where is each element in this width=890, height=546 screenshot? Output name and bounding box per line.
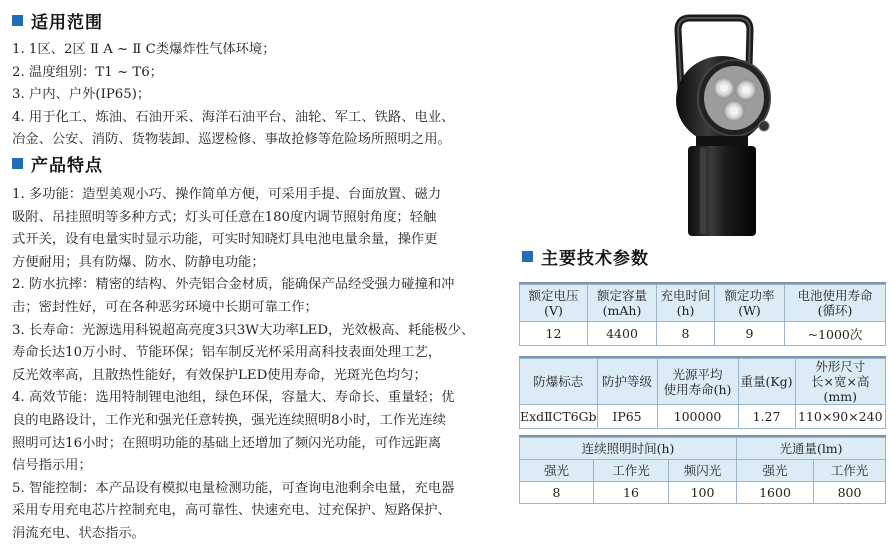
table-header: 额定功率 (W) [715,285,785,322]
table-header: 额定电压 (V) [520,285,588,322]
table-header: 外形尺寸 长×宽×高(mm) [795,359,885,405]
table-cell: 12 [520,322,588,346]
table-header: 电池使用寿命 (循环) [785,285,886,322]
table-header: 强光 [520,460,594,482]
feature-line: 采用专用充电芯片控制充电，高可靠性、快速充电、过充保护、短路保护、 [12,503,451,519]
table-header: 频闪光 [669,460,737,482]
table-header: 光源平均 使用寿命(h) [657,359,738,405]
feature-line: 5. 智能控制：本产品设有模拟电量检测功能，可查询电池剩余电量，充电器 [12,480,455,496]
table-cell: 8 [520,482,594,504]
table-header: 充电时间 (h) [657,285,715,322]
table-cell: 800 [814,482,886,504]
feature-line: 照明可达16小时；在照明功能的基础上还增加了频闪光功能，可作远距离 [12,435,442,451]
table-cell: 1600 [737,482,814,504]
table-cell: 8 [657,322,715,346]
scope-line: 1. 1区、2区 Ⅱ A ~ Ⅱ C类爆炸性气体环境； [12,42,276,57]
feature-line: 涓流充电、状态指示。 [12,525,145,541]
feature-line: 式开关，设有电量实时显示功能，可实时知晓灯具电池电量余量，操作更 [12,232,438,248]
scope-heading [12,8,103,33]
table-row [520,322,886,346]
feature-line: 1. 多功能：造型美观小巧、操作简单方便，可采用手提、台面放置、磁力 [12,187,442,202]
scope-title: 适用范围 [31,13,103,33]
table-row [520,482,886,504]
table-header: 强光 [737,460,814,482]
feature-line: 击；密封性好，可在各种恶劣环境中长期可靠工作； [12,299,318,315]
table-row [520,405,886,429]
feature-line: 方便耐用；具有防爆、防水、防静电功能； [12,254,265,270]
table-header: 防护等级 [597,359,657,405]
features-heading [12,151,103,176]
table-cell: 100 [669,482,737,504]
table-cell: 110×90×240 [795,405,885,429]
table-header: 光通量(lm) [737,438,886,460]
feature-line: 寿命长达10万小时、节能环保；铝车制反光杯采用高科技表面处理工艺， [12,345,442,361]
section-marker-icon [522,251,533,262]
feature-line: 4. 高效节能：选用特制锂电池组，绿色环保，容量大、寿命长、重量轻；优 [12,390,455,406]
feature-line: 信号指示用； [12,458,92,474]
table-cell: 16 [594,482,669,504]
table-header: 连续照明时间(h) [520,438,737,460]
scope-line: 4. 用于化工、炼油、石油开采、海洋石油平台、油轮、军工、铁路、电业、 [12,109,455,125]
feature-line: 3. 长寿命：光源选用科锐超高亮度3只3W大功率LED，光效极高、耗能极少、 [12,322,475,338]
table-header: 工作光 [814,460,886,482]
specs-heading [522,244,649,269]
feature-line: 2. 防水抗摔：精密的结构、外壳铝合金材质，能确保产品经受强力碰撞和冲 [12,277,455,293]
table-cell: 100000 [657,405,738,429]
table-header: 重量(Kg) [738,359,795,405]
specs-title: 主要技术参数 [541,249,649,269]
section-marker-icon [12,15,23,26]
table-cell: 1.27 [738,405,795,429]
table-header: 工作光 [594,460,669,482]
scope-line: 3. 户内、户外(IP65)； [12,87,151,103]
spec-table-lighting [519,437,886,504]
table-cell: ~1000次 [785,322,886,346]
table-cell: IP65 [597,405,657,429]
feature-line: 良的电路设计，工作光和强光任意转换，强光连续照明8小时，工作光连续 [12,412,446,428]
spec-table-physical [519,358,886,429]
feature-line: 反光效率高，且散热性能好，有效保护LED使用寿命，光斑光色均匀； [12,367,427,383]
table-header: 防爆标志 [520,359,598,405]
features-title: 产品特点 [31,156,103,176]
table-header: 额定容量 (mAh) [588,285,657,322]
table-cell: ExdⅡCT6Gb [520,405,598,429]
table-cell: 9 [715,322,785,346]
scope-line: 2. 温度组别：T1 ~ T6； [12,64,163,80]
spec-table-electrical [519,284,886,346]
section-marker-icon [12,158,23,169]
table-cell: 4400 [588,322,657,346]
scope-line: 冶金、公安、消防、货物装卸、巡逻检修、事故抢修等危险场所照明之用。 [12,132,451,148]
features-list [12,184,474,546]
scope-list [12,39,454,152]
feature-line: 吸附、吊挂照明等多种方式；灯头可任意在180度内调节照射角度；轻触 [12,209,437,225]
explosion-proof-lamp-image [660,8,790,238]
